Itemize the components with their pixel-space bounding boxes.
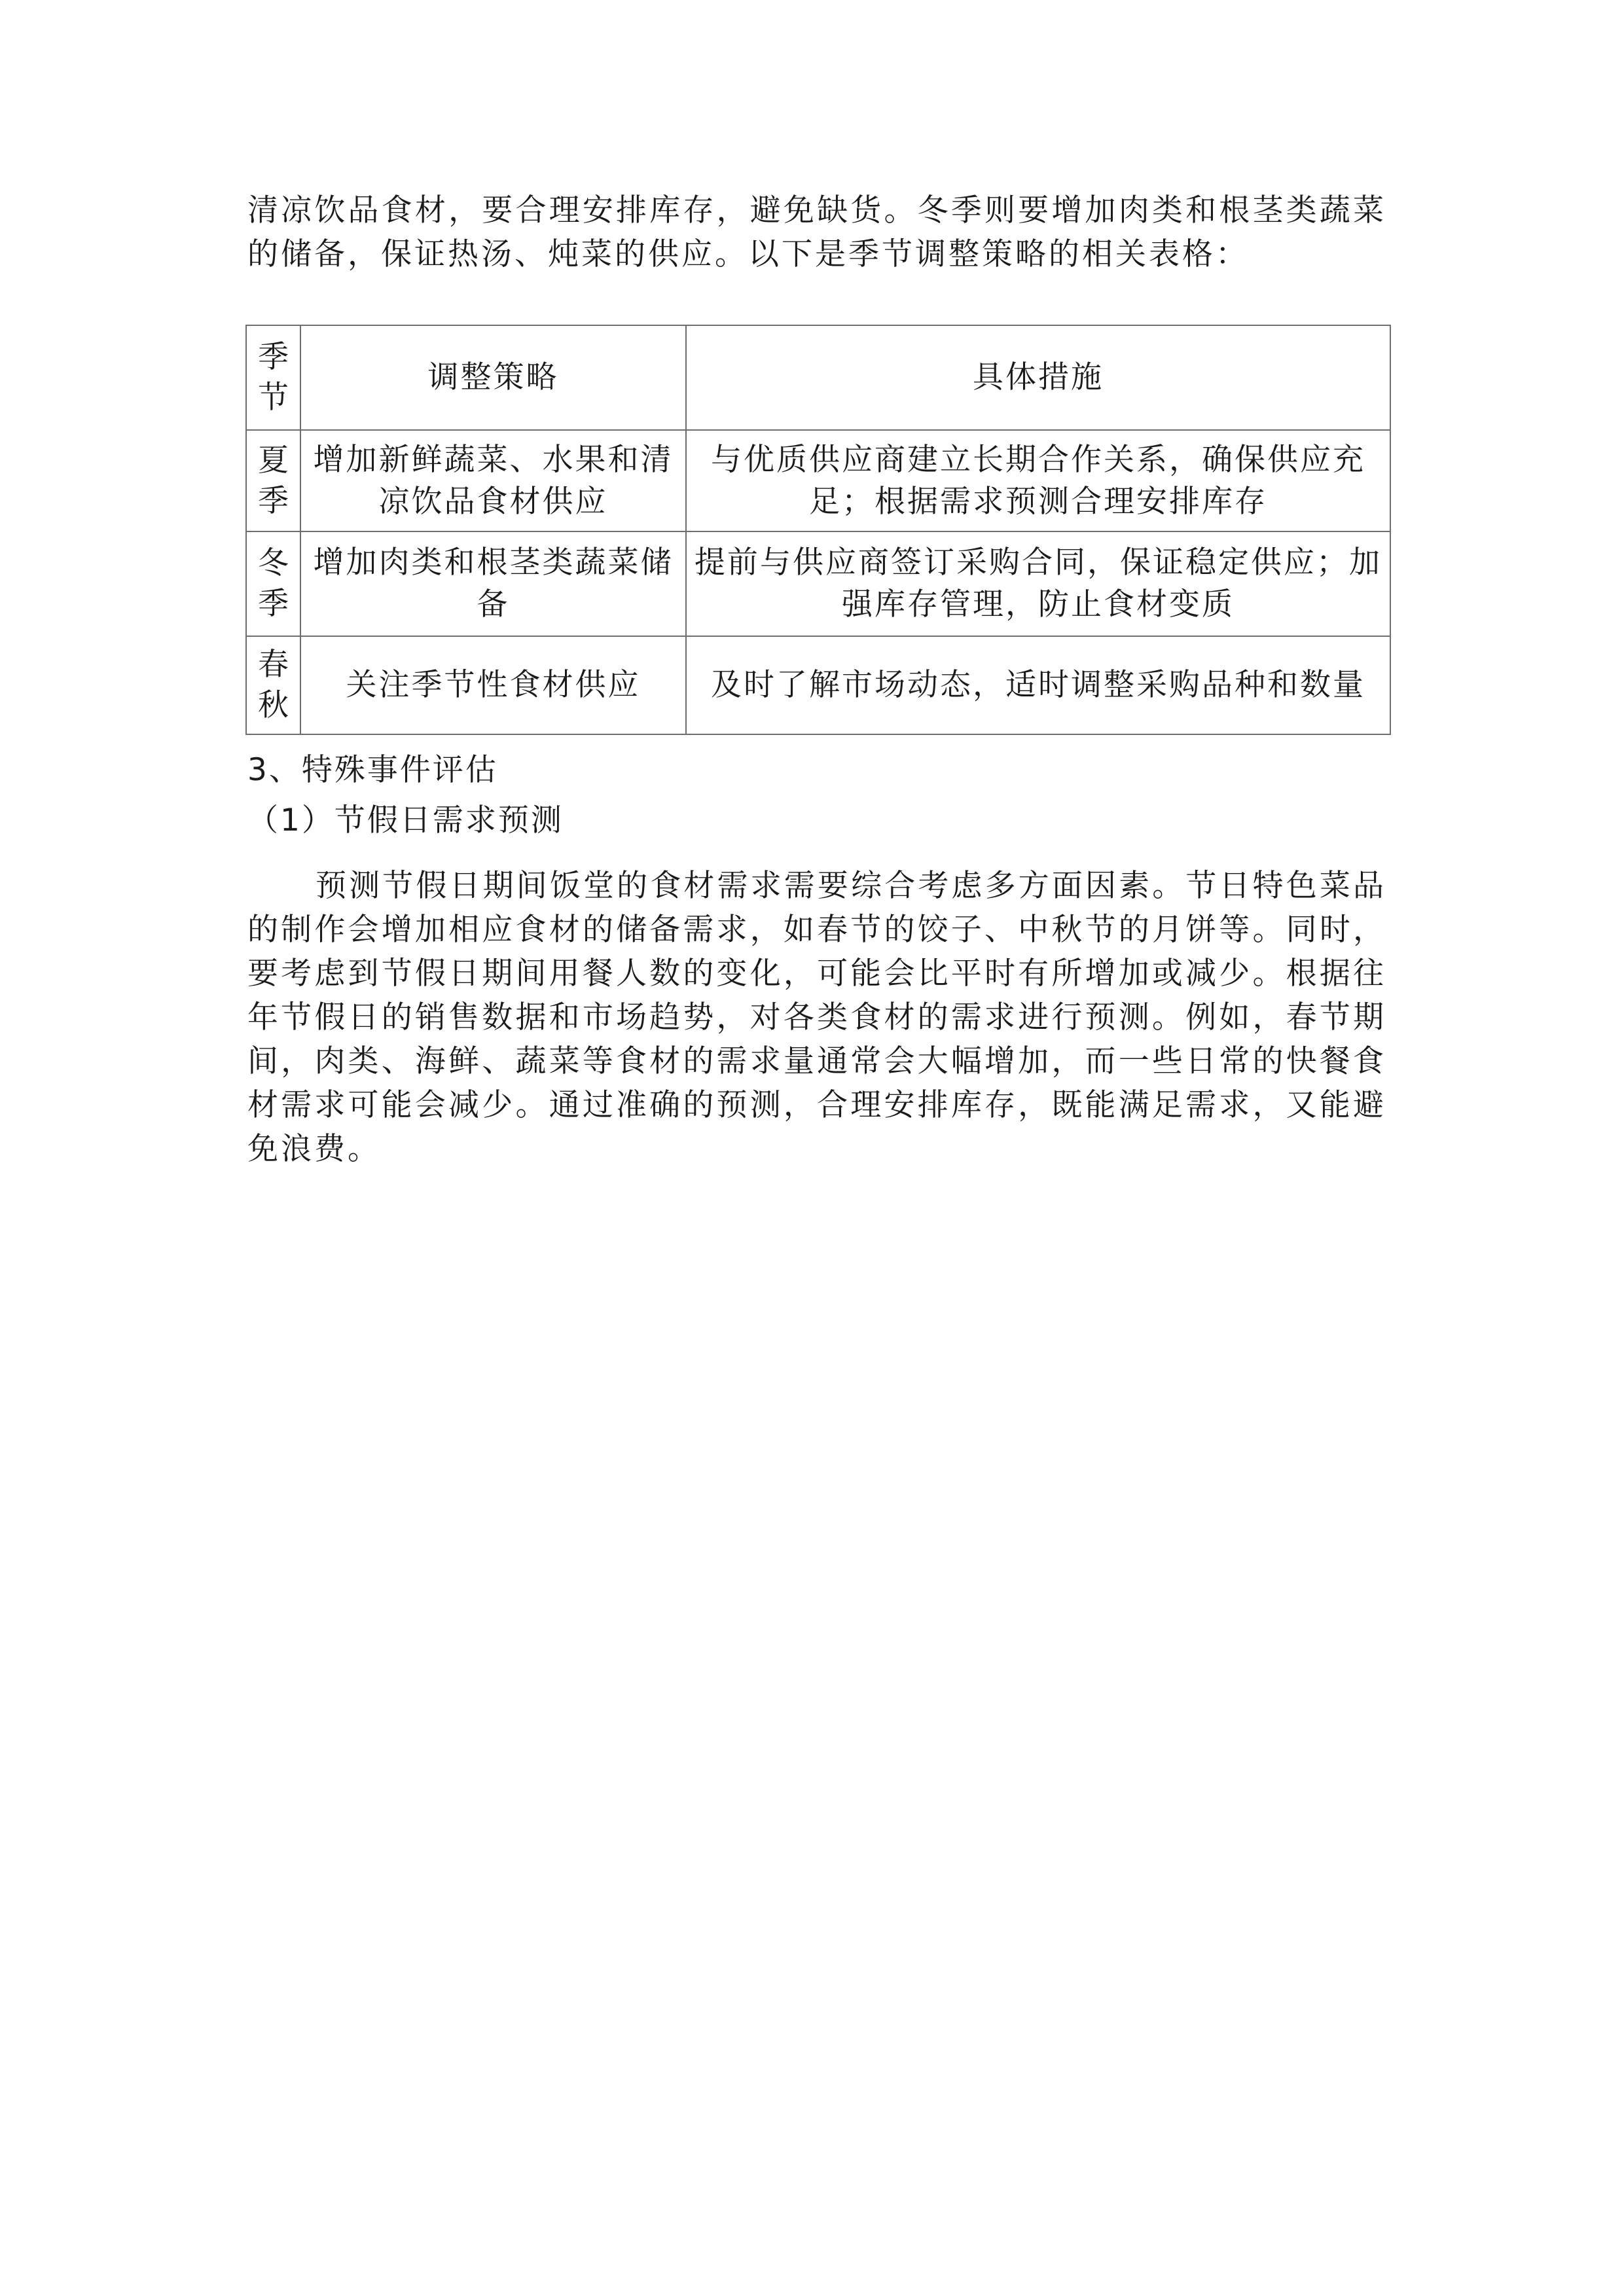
header-measures: 具体措施 [686, 325, 1390, 430]
measures-cell: 及时了解市场动态，适时调整采购品种和数量 [686, 636, 1390, 734]
season-strategy-table [245, 325, 1391, 735]
measures-cell: 与优质供应商建立长期合作关系，确保供应充足；根据需求预测合理安排库存 [686, 430, 1390, 531]
strategy-cell: 增加新鲜蔬菜、水果和清凉饮品食材供应 [300, 430, 686, 531]
table-header-row [246, 325, 1390, 430]
season-cell: 春 秋 [246, 636, 300, 734]
season-cell: 夏 季 [246, 430, 300, 531]
subsection-heading: （1）节假日需求预测 [247, 802, 564, 838]
intro-paragraph: 清凉饮品食材，要合理安排库存，避免缺货。冬季则要增加肉类和根茎类蔬菜的储备，保证热汤、炖菜的供应。以下是季节调整策略的相关表格： [247, 192, 1386, 272]
header-season: 季 节 [246, 325, 300, 430]
measures-cell: 提前与供应商签订采购合同，保证稳定供应；加强库存管理，防止食材变质 [686, 531, 1390, 636]
strategy-cell: 关注季节性食材供应 [300, 636, 686, 734]
strategy-cell: 增加肉类和根茎类蔬菜储备 [300, 531, 686, 636]
section-heading: 3、特殊事件评估 [247, 752, 498, 788]
table-row [246, 636, 1390, 734]
table-row [246, 430, 1390, 531]
season-cell: 冬 季 [246, 531, 300, 636]
header-strategy: 调整策略 [300, 325, 686, 430]
body-paragraph: 预测节假日期间饭堂的食材需求需要综合考虑多方面因素。节日特色菜品的制作会增加相应食材的储备需求，如春节的饺子、中秋节的月饼等。同时，要考虑到节假日期间用餐人数的变化，可能会比平时有所增加或减少。根据往年节假日的销售数据和市场趋势，对各类食材的需求进行预测。例如，春节期间，肉类、海鲜、蔬菜等食材的需求量通常会大幅增加，而一些日常的快餐食材需求可能会减少。通过准确的预测，合理安排库存，既能满足需求，又能避免浪费。 [247, 868, 1386, 1167]
table-row [246, 531, 1390, 636]
